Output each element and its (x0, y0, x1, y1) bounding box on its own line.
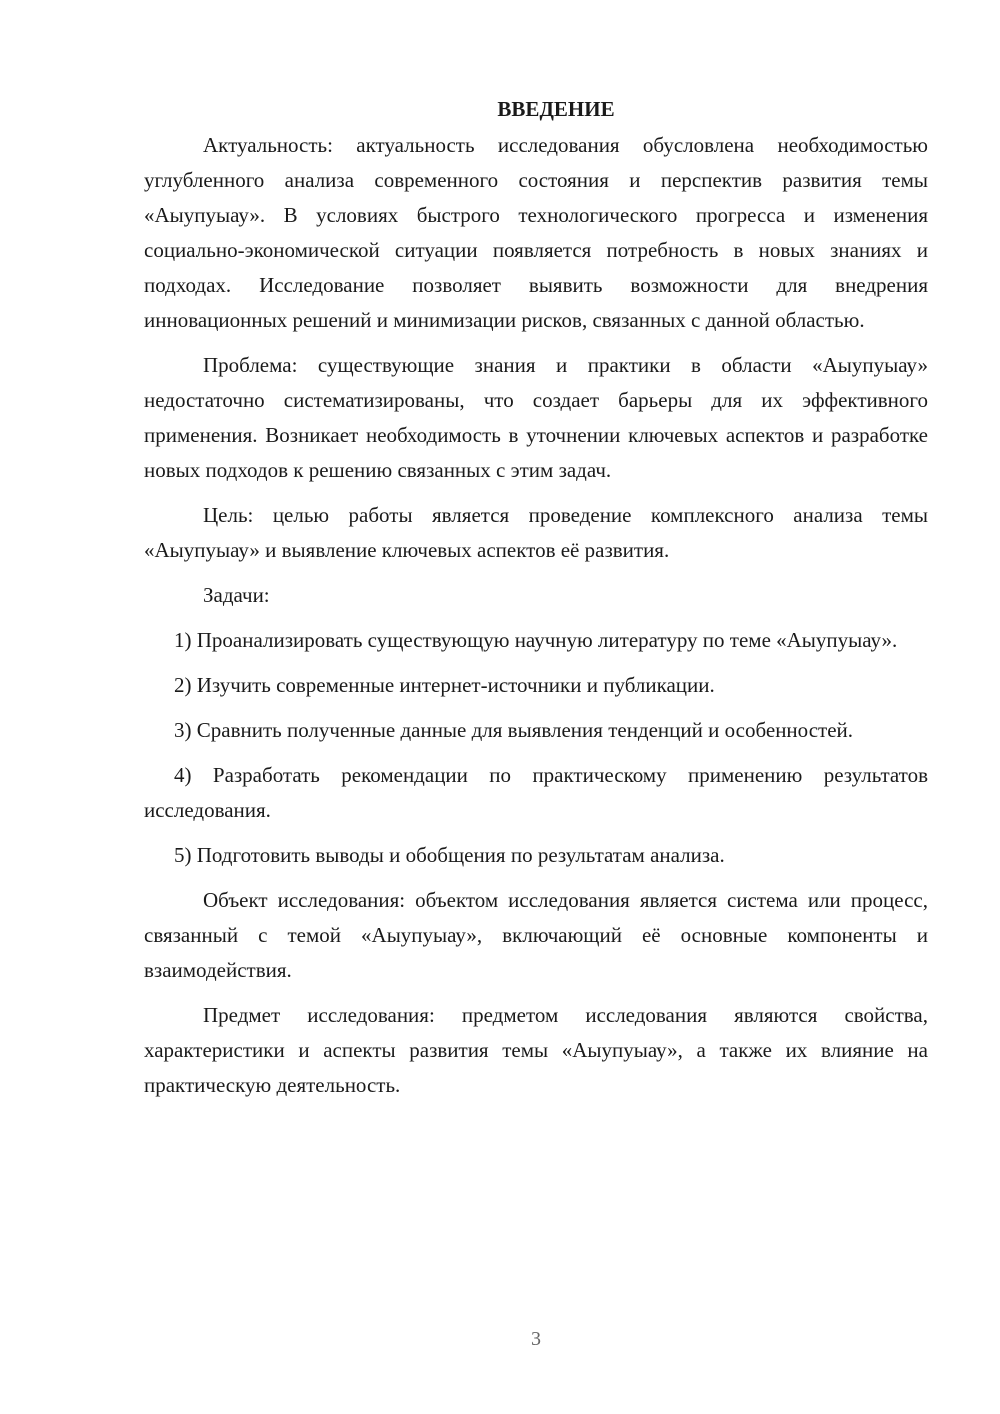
task-item-3: 3) Сравнить полученные данные для выявления тенденций и особенностей. (174, 718, 854, 742)
task-item-4: 4) Разработать рекомендации по практическому применению результатов исследования. (144, 763, 928, 822)
subject-paragraph: Предмет исследования: предметом исследования являются свойства, характеристики и аспекты развития темы «Аыупуыау», а также их влияние на практическую деятельность. (144, 1003, 928, 1097)
page-number: 3 (531, 1328, 541, 1350)
object-paragraph: Объект исследования: объектом исследования является система или процесс, связанный с темой «Аыупуыау», включающий её основные компоненты и взаимодействия. (144, 888, 928, 982)
section-title: ВВЕДЕНИЕ (497, 97, 615, 121)
goal-paragraph: Цель: целью работы является проведение комплексного анализа темы «Аыупуыау» и выявление ключевых аспектов её развития. (144, 503, 928, 562)
task-item-1: 1) Проанализировать существующую научную литературу по теме «Аыупуыау». (174, 628, 898, 652)
problem-paragraph: Проблема: существующие знания и практики в области «Аыупуыау» недостаточно систематизированы, что создает барьеры для их эффективного применения. Возникает необходимость в уточнении ключевых аспектов и разработке новых подходов к решению связанных с этим задач. (144, 353, 928, 482)
relevance-paragraph: Актуальность: актуальность исследования обусловлена необходимостью углубленного анализа современного состояния и перспектив развития темы «Аыупуыау». В условиях быстрого технологического прогресса и изменения социально-экономической ситуации появляется потребность в новых знаниях и подходах. Исследование позволяет выявить возможности для внедрения инновационных решений и минимизации рисков, связанных с данной областью. (144, 133, 928, 332)
tasks-heading: Задачи: (203, 583, 270, 607)
task-item-2: 2) Изучить современные интернет-источники и публикации. (174, 673, 715, 697)
task-item-5: 5) Подготовить выводы и обобщения по результатам анализа. (174, 843, 725, 867)
